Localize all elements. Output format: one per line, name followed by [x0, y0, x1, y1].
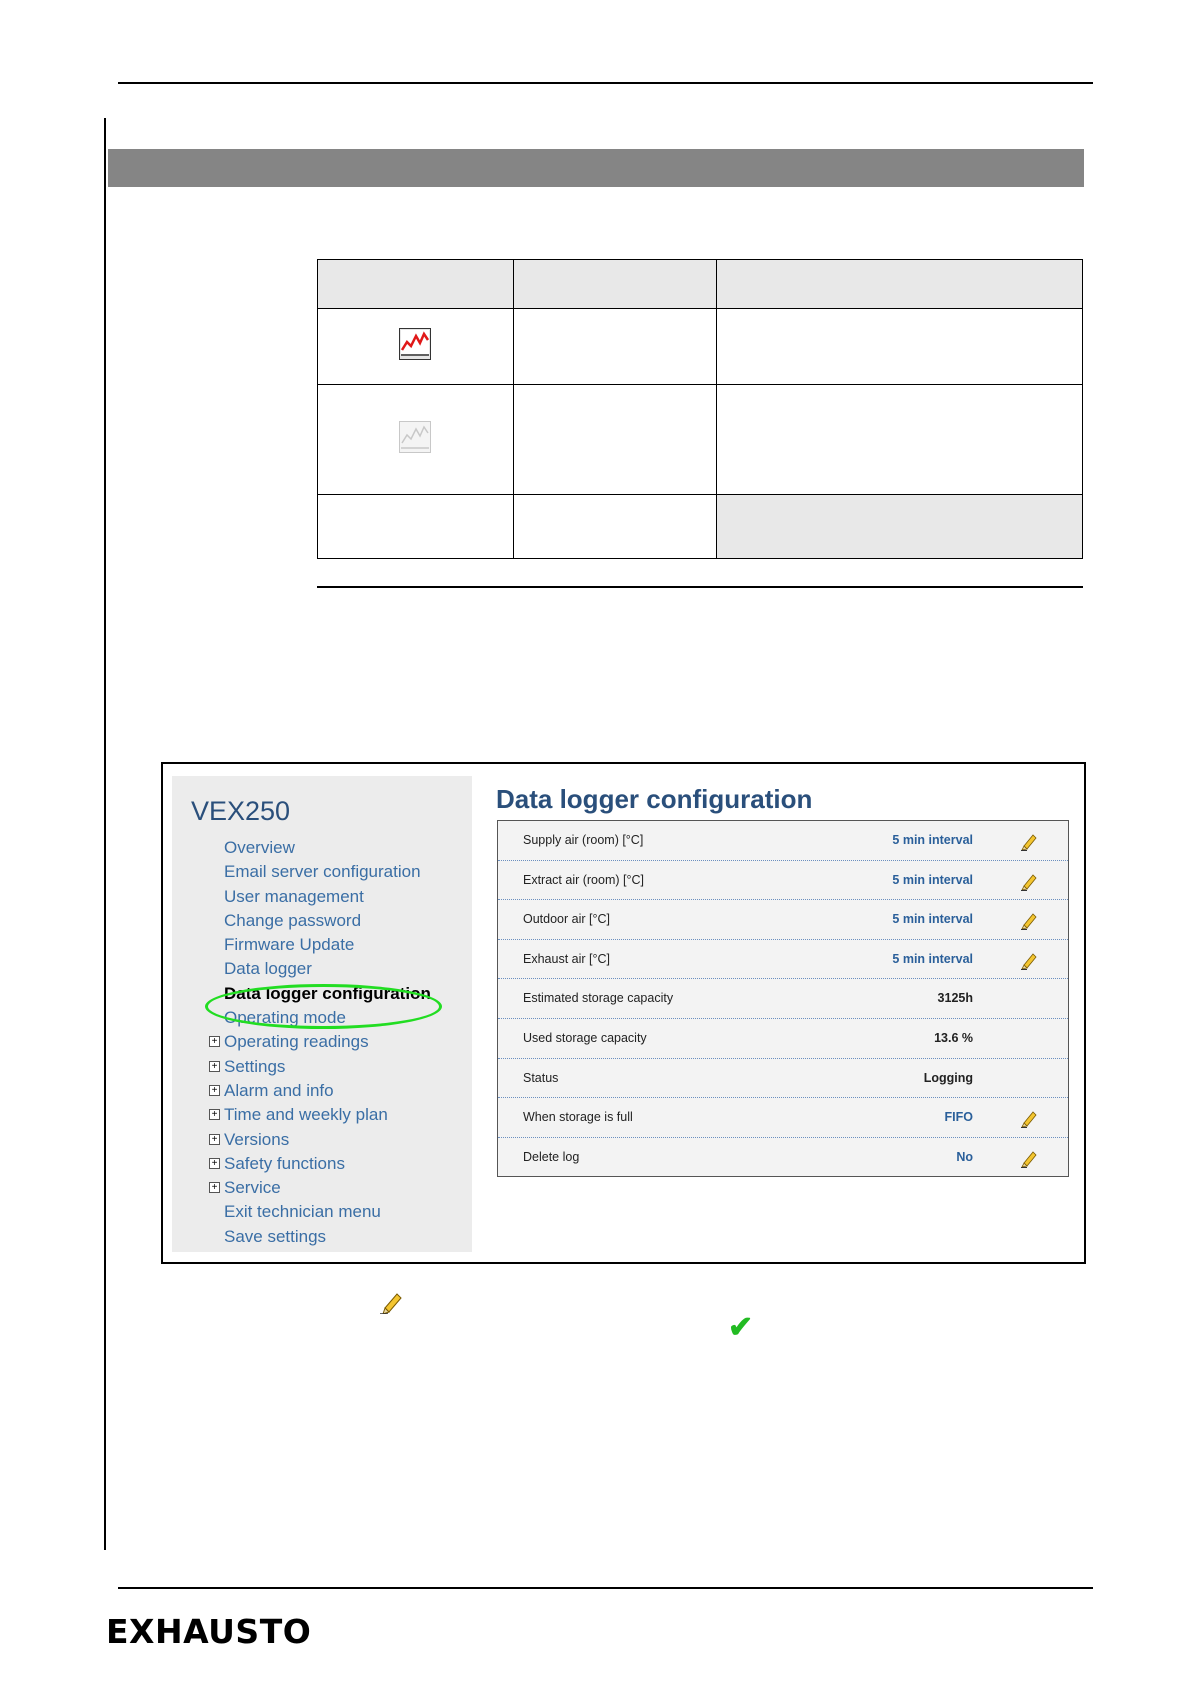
row-label: Estimated storage capacity [523, 991, 674, 1006]
table-row [498, 979, 1068, 1019]
sidebar-item-label: Save settings [224, 1226, 327, 1246]
edit-pencil-icon[interactable] [1020, 1148, 1040, 1168]
expand-icon[interactable]: + [209, 1061, 220, 1072]
header-rule [118, 82, 1093, 84]
expand-icon[interactable]: + [209, 1158, 220, 1169]
sidebar-item-label: Settings [224, 1056, 286, 1076]
sidebar-item[interactable] [172, 1079, 472, 1103]
footer-rule [118, 1587, 1093, 1589]
device-title: VEX250 [191, 796, 291, 826]
sidebar-item-label: Time and weekly plan [224, 1105, 388, 1125]
icon-legend-table [317, 259, 1083, 559]
sidebar-item[interactable] [172, 1128, 472, 1152]
table-row [498, 1138, 1068, 1177]
chart-inactive-icon [399, 421, 431, 453]
sidebar-item-label: Change password [224, 910, 362, 930]
row-label: Supply air (room) [°C] [523, 833, 644, 847]
sidebar-item[interactable] [172, 1200, 472, 1224]
table-rule [317, 586, 1083, 588]
expand-icon[interactable]: + [209, 1134, 220, 1145]
margin-bar [104, 118, 106, 1550]
expand-icon[interactable]: + [209, 1036, 220, 1047]
sidebar-item[interactable] [172, 1225, 472, 1249]
exhausto-logo: EXHAUSTO [106, 1612, 312, 1651]
sidebar-item-label: Service [224, 1178, 281, 1198]
expand-icon[interactable]: + [209, 1085, 220, 1096]
row-label: Exhaust air [°C] [523, 951, 610, 966]
sidebar-item[interactable] [172, 1055, 472, 1079]
edit-pencil-icon[interactable] [1020, 950, 1040, 970]
sidebar-item-label: Operating mode [224, 1008, 346, 1028]
checkmark-icon: ✔ [728, 1311, 754, 1344]
row-value[interactable]: No [956, 1149, 973, 1164]
edit-pencil-icon[interactable] [1020, 831, 1040, 851]
sidebar-item[interactable] [172, 1030, 472, 1054]
row-value: 3125h [937, 991, 973, 1006]
row-value: 13.6 % [934, 1030, 973, 1045]
section-heading-bar [108, 149, 1084, 187]
sidebar-item-label: Overview [224, 838, 295, 857]
edit-pencil-icon[interactable] [1020, 1108, 1040, 1128]
row-label: When storage is full [523, 1110, 633, 1125]
sidebar-item[interactable] [172, 1152, 472, 1176]
row-value[interactable]: FIFO [944, 1110, 973, 1125]
sidebar-item-label: Safety functions [224, 1153, 345, 1173]
row-value[interactable]: 5 min interval [892, 872, 973, 887]
expand-icon[interactable]: + [209, 1109, 220, 1120]
sidebar-item[interactable] [172, 836, 472, 860]
sidebar-item[interactable] [172, 885, 472, 909]
edit-pencil-icon[interactable] [1020, 871, 1040, 891]
table-row [498, 1059, 1068, 1099]
sidebar-item[interactable] [172, 933, 472, 957]
chart-active-icon [399, 328, 431, 360]
table-row [498, 1098, 1068, 1138]
sidebar-item[interactable] [172, 909, 472, 933]
table-row [498, 900, 1068, 940]
table-row [318, 495, 1083, 559]
table-row [318, 309, 1083, 385]
row-value[interactable]: 5 min interval [892, 951, 973, 966]
table-row [498, 821, 1068, 861]
edit-pencil-icon[interactable] [1020, 910, 1040, 930]
sidebar-item-label: Alarm and info [224, 1080, 334, 1100]
highlight-ellipse [205, 984, 442, 1029]
row-label: Extract air (room) [°C] [523, 872, 644, 887]
table-row [318, 385, 1083, 495]
sidebar-item[interactable] [172, 1176, 472, 1200]
row-value[interactable]: 5 min interval [892, 833, 973, 847]
sidebar-item-label: Firmware Update [224, 935, 355, 955]
row-label: Delete log [523, 1149, 580, 1164]
sidebar-item-label: Exit technician menu [224, 1202, 381, 1222]
sidebar-item-label: Data logger configuration [224, 983, 431, 1003]
sidebar-menu [172, 836, 472, 1249]
row-value[interactable]: 5 min interval [892, 912, 973, 927]
row-label: Outdoor air [°C] [523, 912, 610, 927]
sidebar-item[interactable] [172, 957, 472, 981]
pencil-icon [379, 1288, 405, 1314]
ui-screenshot [161, 762, 1086, 1264]
sidebar [172, 776, 472, 1252]
expand-icon[interactable]: + [209, 1182, 220, 1193]
config-table [497, 820, 1069, 1177]
sidebar-item[interactable] [172, 1103, 472, 1127]
table-row [498, 940, 1068, 980]
page-title: Data logger configuration [496, 784, 813, 814]
sidebar-item-label: Email server configuration [224, 862, 421, 882]
sidebar-item-label: User management [224, 886, 364, 906]
row-label: Used storage capacity [523, 1030, 647, 1045]
row-label: Status [523, 1070, 559, 1085]
sidebar-item[interactable] [172, 860, 472, 884]
table-row [498, 861, 1068, 901]
table-row [498, 1019, 1068, 1059]
sidebar-item-label: Operating readings [224, 1032, 369, 1052]
row-value: Logging [923, 1070, 973, 1085]
sidebar-item-label: Data logger [224, 959, 312, 979]
sidebar-item-label: Versions [224, 1129, 290, 1149]
table-header-row [318, 260, 1083, 309]
